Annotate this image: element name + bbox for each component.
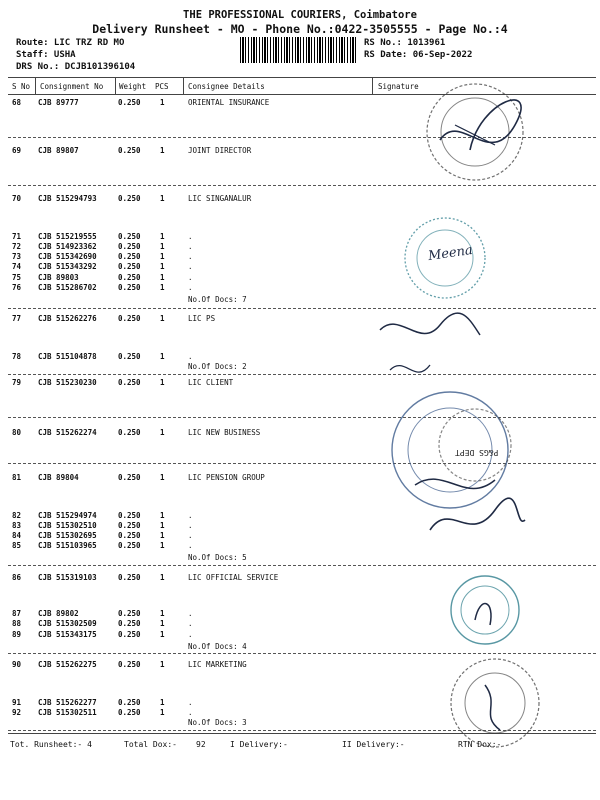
row-consignment: CJB 89807 <box>38 146 79 155</box>
row-pcs: 1 <box>160 194 165 203</box>
round-stamp-teal <box>440 570 530 650</box>
row-consignment: CJB 89777 <box>38 98 79 107</box>
row-sno: 69 <box>12 146 22 155</box>
round-stamp-top <box>420 70 530 190</box>
row-pcs: 1 <box>160 146 165 155</box>
row-details: . <box>188 521 193 530</box>
row-details: . <box>188 242 193 251</box>
row-sno: 81 <box>12 473 22 482</box>
row-sno: 71 <box>12 232 22 241</box>
row-weight: 0.250 <box>118 98 141 107</box>
row-weight: 0.250 <box>118 708 141 717</box>
row-pcs: 1 <box>160 541 165 550</box>
row-weight: 0.250 <box>118 352 141 361</box>
row-details: . <box>188 273 193 282</box>
row-sno: 80 <box>12 428 22 437</box>
rs-number: RS No.: 1013961 <box>364 38 446 48</box>
row-details: . <box>188 262 193 271</box>
row-consignment: CJB 515294793 <box>38 194 97 203</box>
row-details: ORIENTAL INSURANCE <box>188 98 270 107</box>
row-consignment: CJB 515262277 <box>38 698 97 707</box>
row-details: . <box>188 630 193 639</box>
route-label: Route: LIC TRZ RD MO <box>16 38 125 48</box>
pgs-dept-stamp-text: P&GS DEPT <box>455 448 499 457</box>
ii-delivery-label: II Delivery:- <box>342 740 405 749</box>
row-separator <box>8 653 596 654</box>
row-sno: 89 <box>12 630 22 639</box>
row-weight: 0.250 <box>118 521 141 530</box>
row-details: LIC PENSION GROUP <box>188 473 265 482</box>
row-details: . <box>188 232 193 241</box>
row-weight: 0.250 <box>118 262 141 271</box>
row-details: LIC SINGANALUR <box>188 194 252 203</box>
row-details: LIC MARKETING <box>188 660 247 669</box>
row-weight: 0.250 <box>118 698 141 707</box>
row-separator <box>8 565 596 566</box>
row-consignment: CJB 515104878 <box>38 352 97 361</box>
runsheet-title: Delivery Runsheet - MO - Phone No.:0422-3505555 - Page No.:4 <box>92 22 508 36</box>
doc-count: No.Of Docs: 2 <box>188 362 247 371</box>
total-dox-label: Total Dox:- <box>124 740 177 749</box>
row-pcs: 1 <box>160 232 165 241</box>
row-consignment: CJB 515319103 <box>38 573 97 582</box>
row-sno: 79 <box>12 378 22 387</box>
row-pcs: 1 <box>160 242 165 251</box>
signature-mark <box>370 300 490 390</box>
col-divider <box>115 78 116 95</box>
row-details: . <box>188 609 193 618</box>
row-sno: 75 <box>12 273 22 282</box>
col-header-details: Consignee Details <box>188 82 265 91</box>
row-pcs: 1 <box>160 708 165 717</box>
row-pcs: 1 <box>160 252 165 261</box>
company-name: THE PROFESSIONAL COURIERS, Coimbatore <box>183 9 417 21</box>
row-sno: 84 <box>12 531 22 540</box>
i-delivery-label: I Delivery:- <box>230 740 288 749</box>
row-sno: 82 <box>12 511 22 520</box>
row-consignment: CJB 515302511 <box>38 708 97 717</box>
row-sno: 83 <box>12 521 22 530</box>
row-details: JOINT DIRECTOR <box>188 146 252 155</box>
doc-count: No.Of Docs: 4 <box>188 642 247 651</box>
row-pcs: 1 <box>160 660 165 669</box>
row-details: . <box>188 619 193 628</box>
row-weight: 0.250 <box>118 242 141 251</box>
row-pcs: 1 <box>160 98 165 107</box>
row-weight: 0.250 <box>118 541 141 550</box>
row-consignment: CJB 89803 <box>38 273 79 282</box>
row-weight: 0.250 <box>118 378 141 387</box>
total-runsheet: Tot. Runsheet:- 4 <box>10 740 92 749</box>
row-sno: 78 <box>12 352 22 361</box>
row-sno: 86 <box>12 573 22 582</box>
row-pcs: 1 <box>160 521 165 530</box>
row-consignment: CJB 515343292 <box>38 262 97 271</box>
staff-label: Staff: USHA <box>16 50 76 60</box>
row-details: . <box>188 708 193 717</box>
row-pcs: 1 <box>160 283 165 292</box>
row-consignment: CJB 515262275 <box>38 660 97 669</box>
row-weight: 0.250 <box>118 273 141 282</box>
row-sno: 90 <box>12 660 22 669</box>
row-weight: 0.250 <box>118 314 141 323</box>
row-consignment: CJB 515302510 <box>38 521 97 530</box>
row-consignment: CJB 89802 <box>38 609 79 618</box>
row-sno: 85 <box>12 541 22 550</box>
row-separator <box>8 374 596 375</box>
row-details: . <box>188 541 193 550</box>
row-weight: 0.250 <box>118 194 141 203</box>
row-pcs: 1 <box>160 609 165 618</box>
barcode <box>240 37 358 63</box>
signature-mark <box>420 490 530 550</box>
row-sno: 68 <box>12 98 22 107</box>
row-sno: 87 <box>12 609 22 618</box>
col-header-signature: Signature <box>378 82 419 91</box>
row-weight: 0.250 <box>118 232 141 241</box>
meena-signature: Meena <box>427 242 474 265</box>
row-pcs: 1 <box>160 262 165 271</box>
row-consignment: CJB 515262274 <box>38 428 97 437</box>
row-sno: 91 <box>12 698 22 707</box>
row-details: . <box>188 352 193 361</box>
row-weight: 0.250 <box>118 619 141 628</box>
row-sno: 70 <box>12 194 22 203</box>
row-details: LIC OFFICIAL SERVICE <box>188 573 279 582</box>
row-consignment: CJB 515342690 <box>38 252 97 261</box>
row-consignment: CJB 515294974 <box>38 511 97 520</box>
row-sno: 92 <box>12 708 22 717</box>
row-weight: 0.250 <box>118 531 141 540</box>
row-pcs: 1 <box>160 531 165 540</box>
row-consignment: CJB 515343175 <box>38 630 97 639</box>
row-pcs: 1 <box>160 573 165 582</box>
row-weight: 0.250 <box>118 573 141 582</box>
row-weight: 0.250 <box>118 252 141 261</box>
doc-count: No.Of Docs: 7 <box>188 295 247 304</box>
row-consignment: CJB 515103965 <box>38 541 97 550</box>
row-details: . <box>188 511 193 520</box>
row-weight: 0.250 <box>118 283 141 292</box>
rs-date: RS Date: 06-Sep-2022 <box>364 50 473 60</box>
col-divider <box>183 78 184 95</box>
col-header-weight: Weight <box>119 82 147 91</box>
row-pcs: 1 <box>160 511 165 520</box>
row-sno: 72 <box>12 242 22 251</box>
row-sno: 77 <box>12 314 22 323</box>
row-details: . <box>188 531 193 540</box>
row-sno: 76 <box>12 283 22 292</box>
row-consignment: CJB 515286702 <box>38 283 97 292</box>
row-details: LIC PS <box>188 314 216 323</box>
col-divider <box>372 78 373 95</box>
drs-number: DRS No.: DCJB101396104 <box>16 62 136 72</box>
row-weight: 0.250 <box>118 511 141 520</box>
row-separator <box>8 308 596 309</box>
row-pcs: 1 <box>160 619 165 628</box>
row-pcs: 1 <box>160 428 165 437</box>
row-details: . <box>188 283 193 292</box>
row-pcs: 1 <box>160 473 165 482</box>
row-pcs: 1 <box>160 378 165 387</box>
row-consignment: CJB 514923362 <box>38 242 97 251</box>
row-weight: 0.250 <box>118 609 141 618</box>
row-pcs: 1 <box>160 314 165 323</box>
doc-count: No.Of Docs: 5 <box>188 553 247 562</box>
row-details: LIC CLIENT <box>188 378 234 387</box>
row-consignment: CJB 515219555 <box>38 232 97 241</box>
row-pcs: 1 <box>160 698 165 707</box>
row-weight: 0.250 <box>118 630 141 639</box>
row-weight: 0.250 <box>118 146 141 155</box>
row-pcs: 1 <box>160 352 165 361</box>
row-sno: 74 <box>12 262 22 271</box>
row-sno: 88 <box>12 619 22 628</box>
total-dox-value: 92 <box>196 740 206 749</box>
col-header-pcs: PCS <box>155 82 169 91</box>
row-details: LIC NEW BUSINESS <box>188 428 261 437</box>
row-weight: 0.250 <box>118 473 141 482</box>
row-sno: 73 <box>12 252 22 261</box>
row-details: . <box>188 698 193 707</box>
row-consignment: CJB 515262276 <box>38 314 97 323</box>
row-consignment: CJB 89804 <box>38 473 79 482</box>
row-weight: 0.250 <box>118 428 141 437</box>
col-header-sno: S No <box>12 82 31 91</box>
row-consignment: CJB 515302695 <box>38 531 97 540</box>
row-pcs: 1 <box>160 273 165 282</box>
row-weight: 0.250 <box>118 660 141 669</box>
doc-count: No.Of Docs: 3 <box>188 718 247 727</box>
rtn-dox-label: RTN Dox:- <box>458 740 502 749</box>
row-pcs: 1 <box>160 630 165 639</box>
row-details: . <box>188 252 193 261</box>
row-consignment: CJB 515302509 <box>38 619 97 628</box>
row-consignment: CJB 515230230 <box>38 378 97 387</box>
col-divider <box>35 78 36 95</box>
col-header-consignment: Consignment No <box>40 82 104 91</box>
